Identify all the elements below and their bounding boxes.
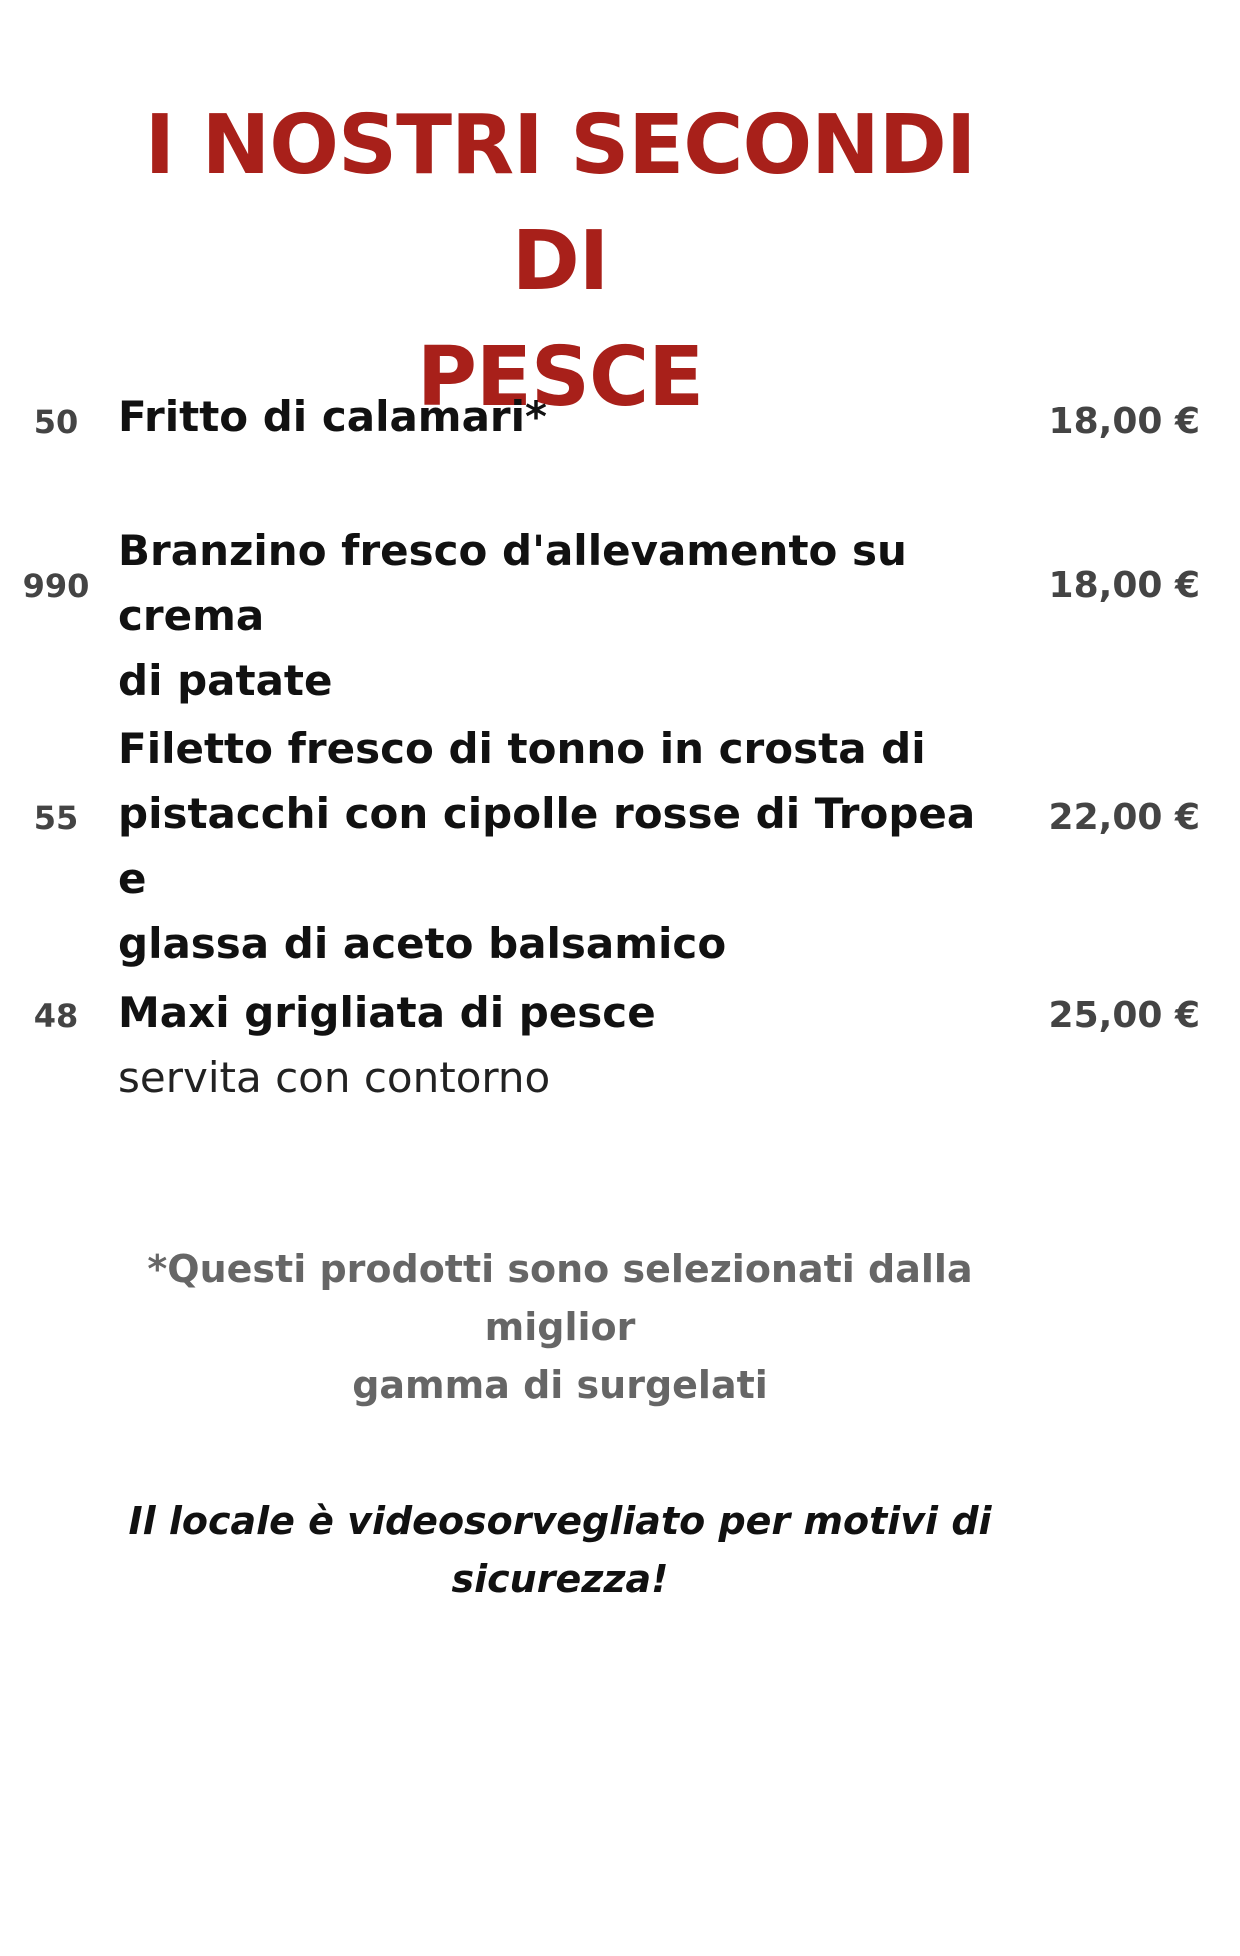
item-code: 50	[33, 403, 79, 441]
item-body	[118, 384, 998, 449]
notice-line-2: sicurezza!	[451, 1557, 669, 1601]
item-code: 990	[22, 567, 90, 605]
page-title-line-2: PESCE	[416, 330, 704, 425]
item-body	[118, 716, 998, 976]
item-body	[118, 518, 998, 713]
item-name-line-2: di patate	[118, 656, 333, 705]
item-name-line-1: Branzino fresco d'allevamento su crema	[118, 526, 907, 640]
item-body	[118, 980, 998, 1110]
item-price: 22,00 €	[1048, 797, 1200, 838]
item-name-line-3: glassa di aceto balsamico	[118, 919, 727, 968]
page-title-line-1: I NOSTRI SECONDI DI	[144, 98, 976, 309]
item-name-line-1: Filetto fresco di tonno in crosta di	[118, 724, 926, 773]
footnote-line-1: *Questi prodotti sono selezionati dalla miglior	[147, 1247, 973, 1349]
item-description: servita con contorno	[118, 1053, 551, 1102]
item-name: Maxi grigliata di pesce	[118, 988, 656, 1037]
item-name: Fritto di calamari*	[118, 392, 547, 441]
frozen-products-footnote	[80, 1240, 1040, 1414]
item-price: 18,00 €	[1048, 565, 1200, 606]
footnote-line-2: gamma di surgelati	[352, 1363, 768, 1407]
surveillance-notice	[120, 1492, 1000, 1608]
item-name-line-2: pistacchi con cipolle rosse di Tropea e	[118, 789, 976, 903]
item-code: 48	[33, 997, 79, 1035]
item-price: 25,00 €	[1048, 995, 1200, 1036]
notice-line-1: Il locale è videosorvegliato per motivi di	[128, 1499, 992, 1543]
item-price: 18,00 €	[1048, 401, 1200, 442]
item-code: 55	[33, 799, 79, 837]
